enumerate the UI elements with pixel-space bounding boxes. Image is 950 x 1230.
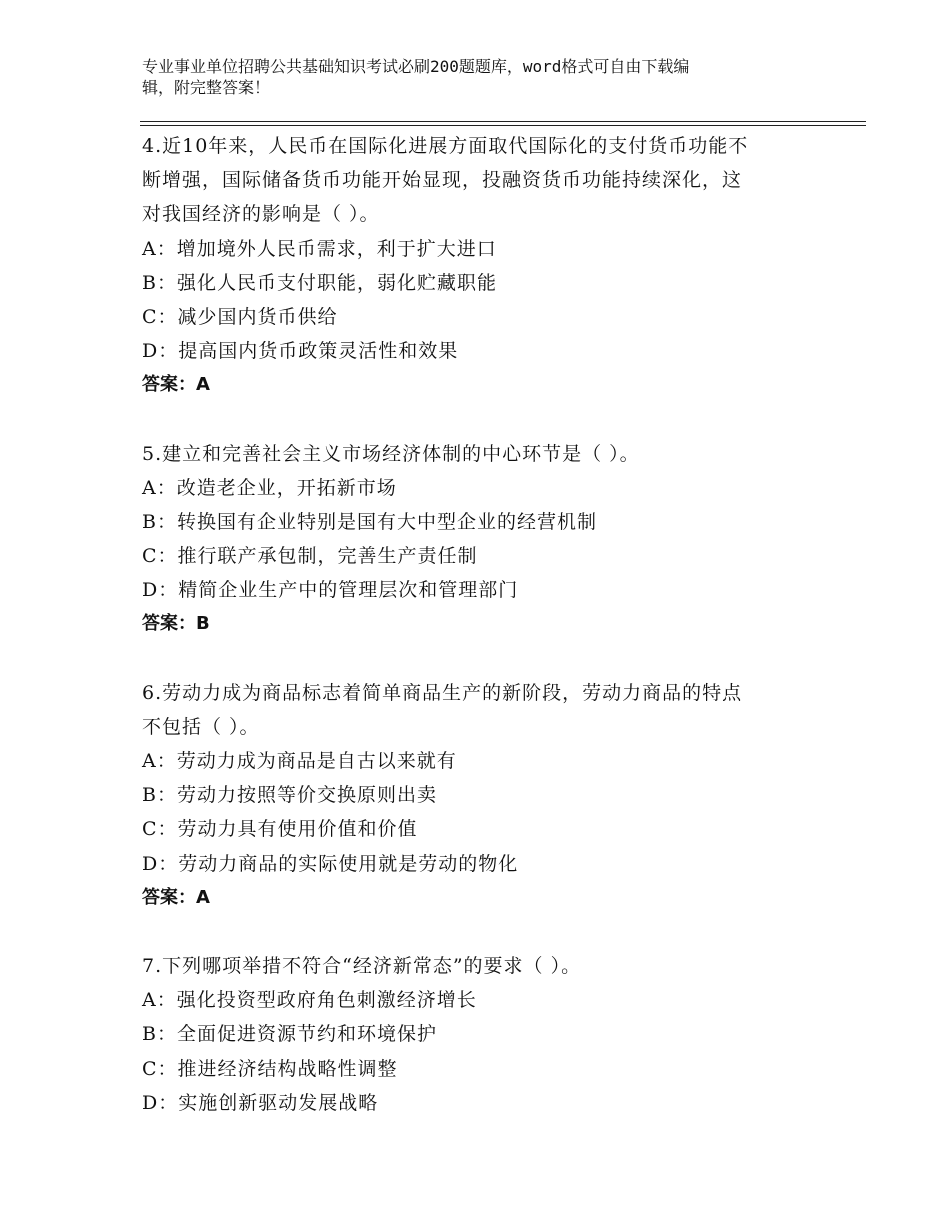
question-stem-line: 不包括（ ）。 [142,715,260,738]
header-divider-top [140,121,866,122]
question-spacer [142,915,822,949]
option-c: C：推进经济结构战略性调整 [142,1057,398,1080]
question-block [142,437,822,642]
question-spacer [142,403,822,437]
question-block [142,676,822,915]
option-b: B：转换国有企业特别是国有大中型企业的经营机制 [142,510,597,533]
question-stem-line: 7.下列哪项举措不符合“经济新常态”的要求（ ）。 [142,954,582,977]
option-a: A：劳动力成为商品是自古以来就有 [142,750,457,772]
option-d: D：精简企业生产中的管理层次和管理部门 [142,579,519,602]
question-stem-line: 4.近10年来，人民币在国际化进展方面取代国际化的支付货币功能不 [142,135,749,157]
header-line-1: 专业事业单位招聘公共基础知识考试必刷200题题库，word格式可自由下载编 [142,57,690,76]
option-d: D：劳动力商品的实际使用就是劳动的物化 [142,852,519,875]
option-b: B：劳动力按照等价交换原则出卖 [142,784,437,807]
option-d: D：提高国内货币政策灵活性和效果 [142,340,459,363]
header-line-2: 辑，附完整答案！ [142,78,271,97]
question-block [142,129,822,403]
question-list [142,129,822,1120]
option-a: A：增加境外人民币需求，利于扩大进口 [142,237,497,260]
answer-label: 答案：A [142,886,210,908]
question-block [142,949,822,1120]
option-b: B：强化人民币支付职能，弱化贮藏职能 [142,271,497,294]
question-stem-line: 5.建立和完善社会主义市场经济体制的中心环节是（ ）。 [142,442,640,465]
document-header [142,56,802,98]
option-a: A：强化投资型政府角色刺激经济增长 [142,989,477,1012]
header-divider-bottom [140,125,866,126]
option-c: C：减少国内货币供给 [142,305,338,328]
option-b: B：全面促进资源节约和环境保护 [142,1023,437,1046]
option-d: D：实施创新驱动发展战略 [142,1091,379,1114]
option-c: C：劳动力具有使用价值和价值 [142,818,418,841]
answer-label: 答案：B [142,613,210,635]
answer-label: 答案：A [142,374,210,396]
question-spacer [142,642,822,676]
option-c: C：推行联产承包制，完善生产责任制 [142,545,478,568]
question-stem-line: 对我国经济的影响是（ ）。 [142,203,380,226]
option-a: A：改造老企业，开拓新市场 [142,476,397,499]
question-stem-line: 6.劳动力成为商品标志着简单商品生产的新阶段，劳动力商品的特点 [142,681,743,704]
question-stem-line: 断增强，国际储备货币功能开始显现，投融资货币功能持续深化，这 [142,169,743,192]
